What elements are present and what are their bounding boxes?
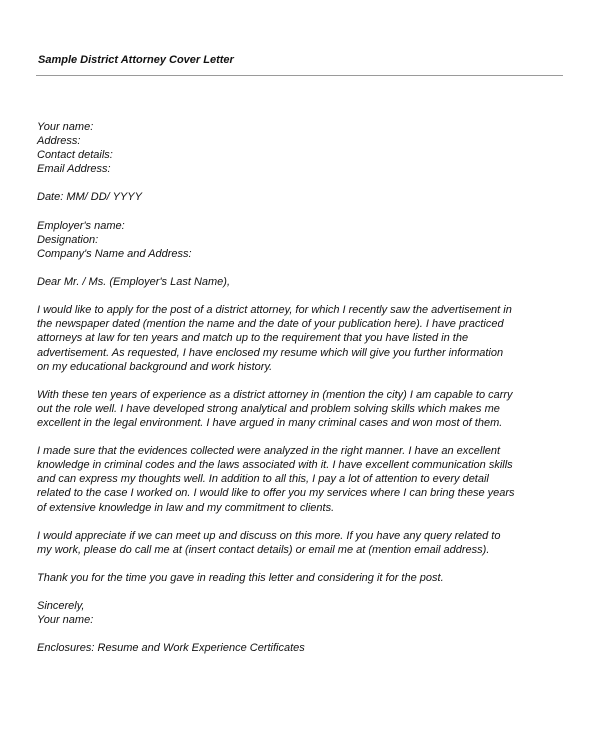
enclosures: Enclosures: Resume and Work Experience Certificates (37, 642, 305, 655)
paragraph-line: I made sure that the evidences collected were analyzed in the right manner. I have an excellent (37, 445, 501, 458)
letter-body (37, 120, 565, 656)
paragraph-line: and can express my thoughts well. In addition to all this, I pay a lot of attention to every detail (37, 473, 489, 486)
paragraph-line: Thank you for the time you gave in reading this letter and considering it for the post. (37, 572, 444, 584)
sender-address: Address: (37, 135, 81, 148)
sender-contact: Contact details: (37, 149, 113, 162)
paragraph-line: out the role well. I have developed strong analytical and problem solving skills which makes me (37, 402, 500, 415)
paragraph-line: of extensive knowledge in law and my commitment to clients. (37, 501, 335, 514)
paragraph-line: advertisement. As requested, I have enclosed my resume which will give you further information (37, 346, 504, 359)
valediction: Sincerely, (37, 600, 85, 613)
sender-name: Your name: (37, 121, 94, 133)
paragraph-line: With these ten years of experience as a district attorney in (mention the city) I am capable to carry (37, 388, 513, 401)
paragraph-line: knowledge in criminal codes and the laws associated with it. I have excellent communication skills (37, 459, 513, 472)
title-divider (36, 75, 563, 76)
paragraph-line: I would appreciate if we can meet up and discuss on this more. If you have any query related to (37, 529, 501, 542)
paragraph-line: I would like to apply for the post of a district attorney, for which I recently saw the advertisement in (37, 304, 512, 317)
document-title: Sample District Attorney Cover Letter (38, 54, 234, 66)
paragraph-line: related to the case I worked on. I would like to offer you my services where I can bring these years (37, 487, 515, 500)
recipient-name: Employer's name: (37, 219, 125, 232)
salutation: Dear Mr. / Ms. (Employer's Last Name), (37, 276, 231, 289)
signature-name: Your name: (37, 614, 94, 627)
paragraph-line: my work, please do call me at (insert contact details) or email me at (mention email address). (37, 543, 490, 556)
sender-email: Email Address: (37, 163, 111, 176)
paragraph-line: on my educational background and work history. (37, 360, 273, 373)
recipient-company: Company's Name and Address: (37, 247, 192, 260)
recipient-designation: Designation: (37, 233, 99, 246)
letter-date: Date: MM/ DD/ YYYY (37, 191, 142, 204)
paragraph-line: the newspaper dated (mention the name and the date of your publication here). I have practiced (37, 318, 504, 331)
paragraph-line: attorneys at law for ten years and match up to the requirement that you have listed in the (37, 332, 469, 345)
paragraph-line: excellent in the legal environment. I have argued in many criminal cases and won most of them. (37, 416, 503, 429)
